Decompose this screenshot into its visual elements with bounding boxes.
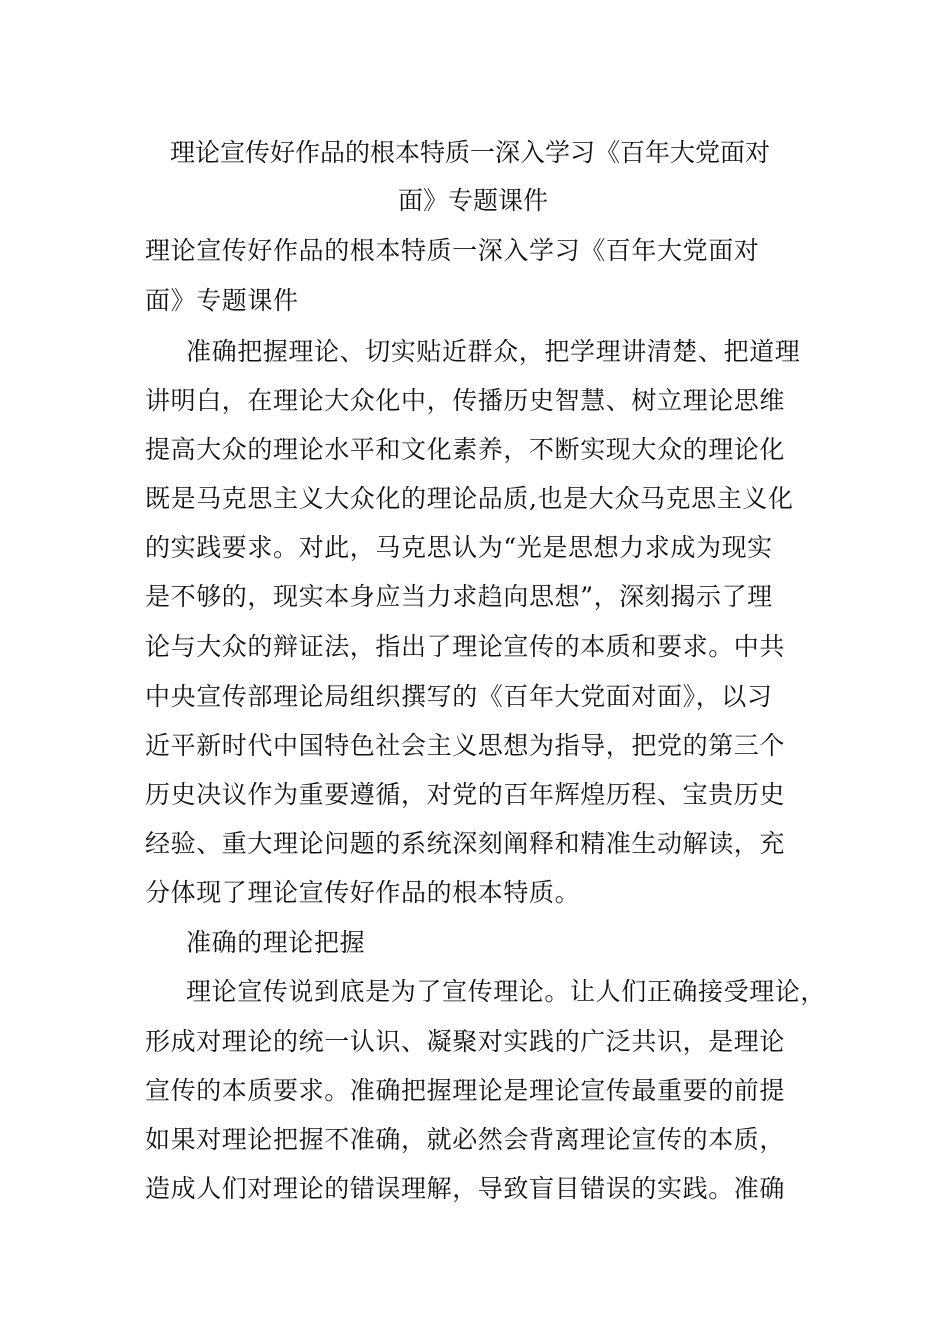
- document-title-line-2: 面》专题课件: [398, 186, 549, 215]
- paragraph-1-line: 中央宣传部理论局组织撰写的《百年大党面对面》，以习: [145, 682, 773, 711]
- document-title-line-1: 理论宣传好作品的根本特质一深入学习《百年大党面对: [170, 138, 771, 167]
- section-heading: 准确的理论把握: [186, 928, 366, 957]
- paragraph-2-line: 理论宣传说到底是为了宣传理论。让人们正确接受理论，: [186, 977, 827, 1006]
- paragraph-1-line: 历史决议作为重要遵循，对党的百年辉煌历程、宝贵历史: [145, 780, 786, 809]
- paragraph-1-line: 既是马克思主义大众化的理论品质,也是大众马克思主义化: [145, 484, 794, 513]
- paragraph-1-line: 分体现了理论宣传好作品的根本特质。: [145, 878, 581, 907]
- document-heading-line-1: 理论宣传好作品的根本特质一深入学习《百年大党面对: [145, 236, 760, 265]
- paragraph-1-line: 的实践要求。对此，马克思认为“光是思想力求成为现实: [145, 533, 773, 562]
- paragraph-1-line: 是不够的，现实本身应当力求趋向思想”，深刻揭示了理: [145, 582, 773, 611]
- paragraph-1-line: 经验、重大理论问题的系统深刻阐释和精准生动解读，充: [145, 829, 786, 858]
- paragraph-1-line: 提高大众的理论水平和文化素养，不断实现大众的理论化: [145, 435, 786, 464]
- paragraph-2-line: 宣传的本质要求。准确把握理论是理论宣传最重要的前提: [145, 1076, 786, 1105]
- paragraph-1-line: 近平新时代中国特色社会主义思想为指导，把党的第三个: [145, 731, 786, 760]
- document-heading-line-2: 面》专题课件: [145, 286, 299, 315]
- paragraph-1-line: 论与大众的辩证法，指出了理论宣传的本质和要求。中共: [145, 632, 786, 661]
- paragraph-2-line: 形成对理论的统一认识、凝聚对实践的广泛共识，是理论: [145, 1027, 786, 1056]
- paragraph-1-line: 准确把握理论、切实贴近群众，把学理讲清楚、把道理: [186, 337, 801, 366]
- paragraph-1-line: 讲明白，在理论大众化中，传播历史智慧、树立理论思维: [145, 386, 786, 415]
- paragraph-2-line: 如果对理论把握不准确，就必然会背离理论宣传的本质，: [145, 1125, 786, 1154]
- paragraph-2-line: 造成人们对理论的错误理解，导致盲目错误的实践。准确: [145, 1174, 786, 1203]
